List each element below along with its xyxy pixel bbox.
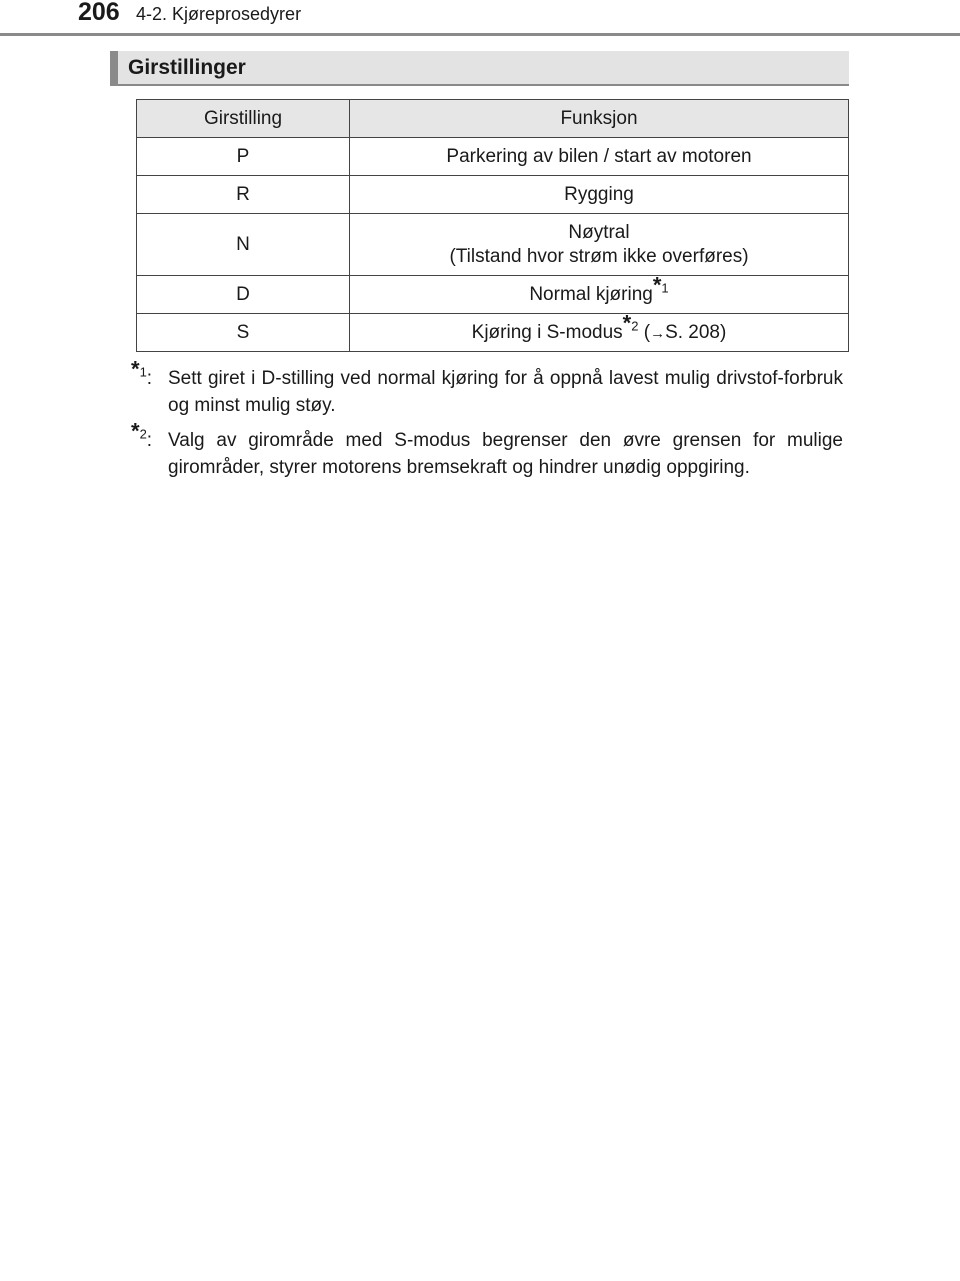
table-header-row (137, 100, 849, 138)
footnote-star: * (652, 272, 662, 298)
gear-position-cell: D (137, 276, 350, 314)
page-number: 206 (78, 0, 120, 26)
function-text: Kjøring i S-modus (471, 321, 623, 343)
footnote-item (131, 418, 843, 481)
section-title: Girstillinger (128, 56, 246, 79)
gear-function-cell (350, 272, 849, 314)
gear-position-cell: R (137, 176, 350, 214)
section-header (110, 51, 849, 86)
footnote-star: * (131, 418, 140, 444)
footnote-star: * (622, 310, 632, 336)
gear-position-cell: N (137, 214, 350, 276)
function-line: Nøytral (568, 221, 630, 243)
function-text: Normal kjøring (529, 283, 653, 305)
footnote-text: Valg av girområde med S-modus begrenser den øvre grensen for mulige girområder, styrer motorens bremsekraft og hindrer unødig oppgiring. (168, 430, 843, 478)
footnote-marker (131, 356, 168, 419)
column-header-position: Girstilling (137, 100, 350, 138)
gear-position-cell: S (137, 314, 350, 352)
footnote-colon: : (146, 430, 153, 451)
column-header-function: Funksjon (350, 100, 849, 138)
gear-function-cell: Parkering av bilen / start av motoren (350, 138, 849, 176)
function-line: (Tilstand hvor strøm ikke overføres) (449, 245, 749, 267)
footnote-item (131, 356, 843, 419)
reference-open: ( (643, 321, 651, 343)
arrow-right-icon: → (650, 324, 666, 342)
table-row (137, 138, 849, 176)
header-rule (0, 33, 960, 36)
table-row (137, 176, 849, 214)
gear-function-cell (350, 214, 849, 276)
table-row (137, 276, 849, 314)
footnote-number: 1 (139, 364, 147, 380)
gear-positions-table (136, 99, 849, 352)
page-reference: S. 208) (665, 321, 727, 343)
chapter-title: 4-2. Kjøreprosedyrer (136, 4, 302, 24)
table-row (137, 314, 849, 352)
footnote-number: 2 (631, 318, 639, 334)
footnote-colon: : (146, 368, 153, 389)
gear-function-cell: Rygging (350, 176, 849, 214)
gear-position-cell: P (137, 138, 350, 176)
footnote-star: * (131, 356, 140, 382)
footnote-number: 1 (661, 280, 669, 296)
gear-function-cell (350, 310, 849, 352)
footnotes (131, 356, 843, 489)
footnote-number: 2 (139, 426, 147, 442)
footnote-text: Sett giret i D-stilling ved normal kjøring for å oppnå lavest mulig drivstof-forbruk og minst mulig støy. (168, 368, 843, 416)
footnote-marker (131, 418, 168, 481)
table-row (137, 214, 849, 276)
